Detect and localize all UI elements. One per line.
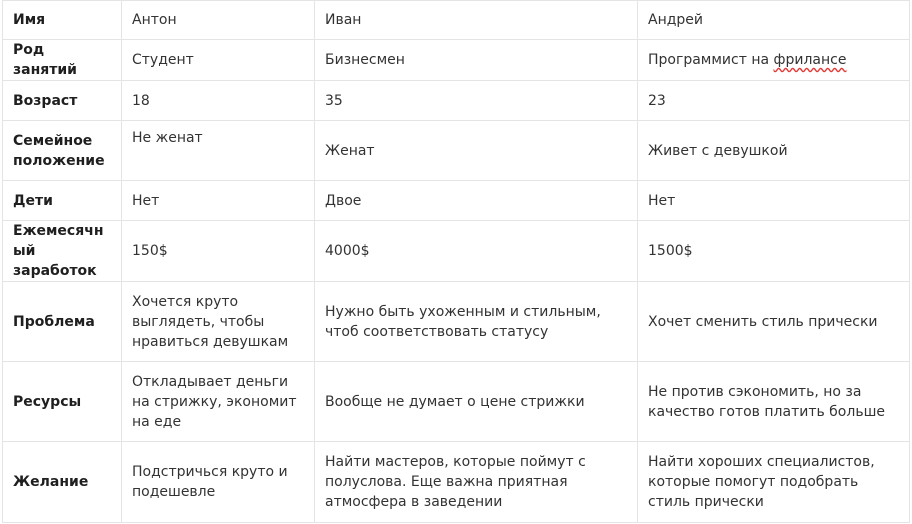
table-row-marital-status — [3, 121, 910, 181]
table-row-income — [3, 221, 910, 282]
cell-andrey[interactable]: 1500$ — [638, 221, 910, 282]
cell-andrey[interactable]: Андрей — [638, 1, 910, 40]
cell-ivan[interactable]: Двое — [315, 181, 638, 221]
row-label: Ресурсы — [3, 362, 122, 442]
cell-ivan[interactable]: Женат — [315, 121, 638, 181]
cell-andrey[interactable]: Живет с девушкой — [638, 121, 910, 181]
cell-anton[interactable]: Откладывает деньги на стрижку, экономит на еде — [122, 362, 315, 442]
table-row-resources — [3, 362, 910, 442]
row-label: Проблема — [3, 282, 122, 362]
row-label: Имя — [3, 1, 122, 40]
cell-anton[interactable]: Нет — [122, 181, 315, 221]
cell-anton[interactable]: 150$ — [122, 221, 315, 282]
cell-ivan[interactable]: Вообще не думает о цене стрижки — [315, 362, 638, 442]
table-row-problem — [3, 282, 910, 362]
table-row-name — [3, 1, 910, 40]
cell-anton[interactable]: Подстричься круто и подешевле — [122, 442, 315, 523]
table-row-occupation — [3, 40, 910, 81]
cell-ivan[interactable]: Найти мастеров, которые поймут с полуслова. Еще важна приятная атмосфера в заведении — [315, 442, 638, 523]
persona-table — [2, 0, 910, 523]
row-label: Семейное положение — [3, 121, 122, 181]
cell-anton[interactable]: Хочется круто выглядеть, чтобы нравиться девушкам — [122, 282, 315, 362]
cell-ivan[interactable]: 35 — [315, 81, 638, 121]
cell-ivan[interactable]: Иван — [315, 1, 638, 40]
cell-andrey[interactable]: 23 — [638, 81, 910, 121]
cell-anton[interactable]: Антон — [122, 1, 315, 40]
misspelled-word[interactable]: фрилансе — [773, 52, 847, 68]
cell-anton[interactable]: Студент — [122, 40, 315, 81]
cell-ivan[interactable]: Бизнесмен — [315, 40, 638, 81]
row-label: Ежемесячный заработок — [3, 221, 122, 282]
row-label: Желание — [3, 442, 122, 523]
table-row-desire — [3, 442, 910, 523]
cell-text: Программист на — [648, 52, 774, 68]
cell-anton[interactable]: Не женат — [122, 121, 315, 181]
table-row-age — [3, 81, 910, 121]
table-row-children — [3, 181, 910, 221]
cell-andrey[interactable]: Не против сэкономить, но за качество готов платить больше — [638, 362, 910, 442]
cell-andrey[interactable]: Хочет сменить стиль прически — [638, 282, 910, 362]
cell-andrey[interactable] — [638, 40, 910, 81]
cell-ivan[interactable]: 4000$ — [315, 221, 638, 282]
cell-andrey[interactable]: Нет — [638, 181, 910, 221]
row-label: Род занятий — [3, 40, 122, 81]
cell-anton[interactable]: 18 — [122, 81, 315, 121]
row-label: Возраст — [3, 81, 122, 121]
cell-andrey[interactable]: Найти хороших специалистов, которые помогут подобрать стиль прически — [638, 442, 910, 523]
row-label: Дети — [3, 181, 122, 221]
cell-ivan[interactable]: Нужно быть ухоженным и стильным, чтоб соответствовать статусу — [315, 282, 638, 362]
